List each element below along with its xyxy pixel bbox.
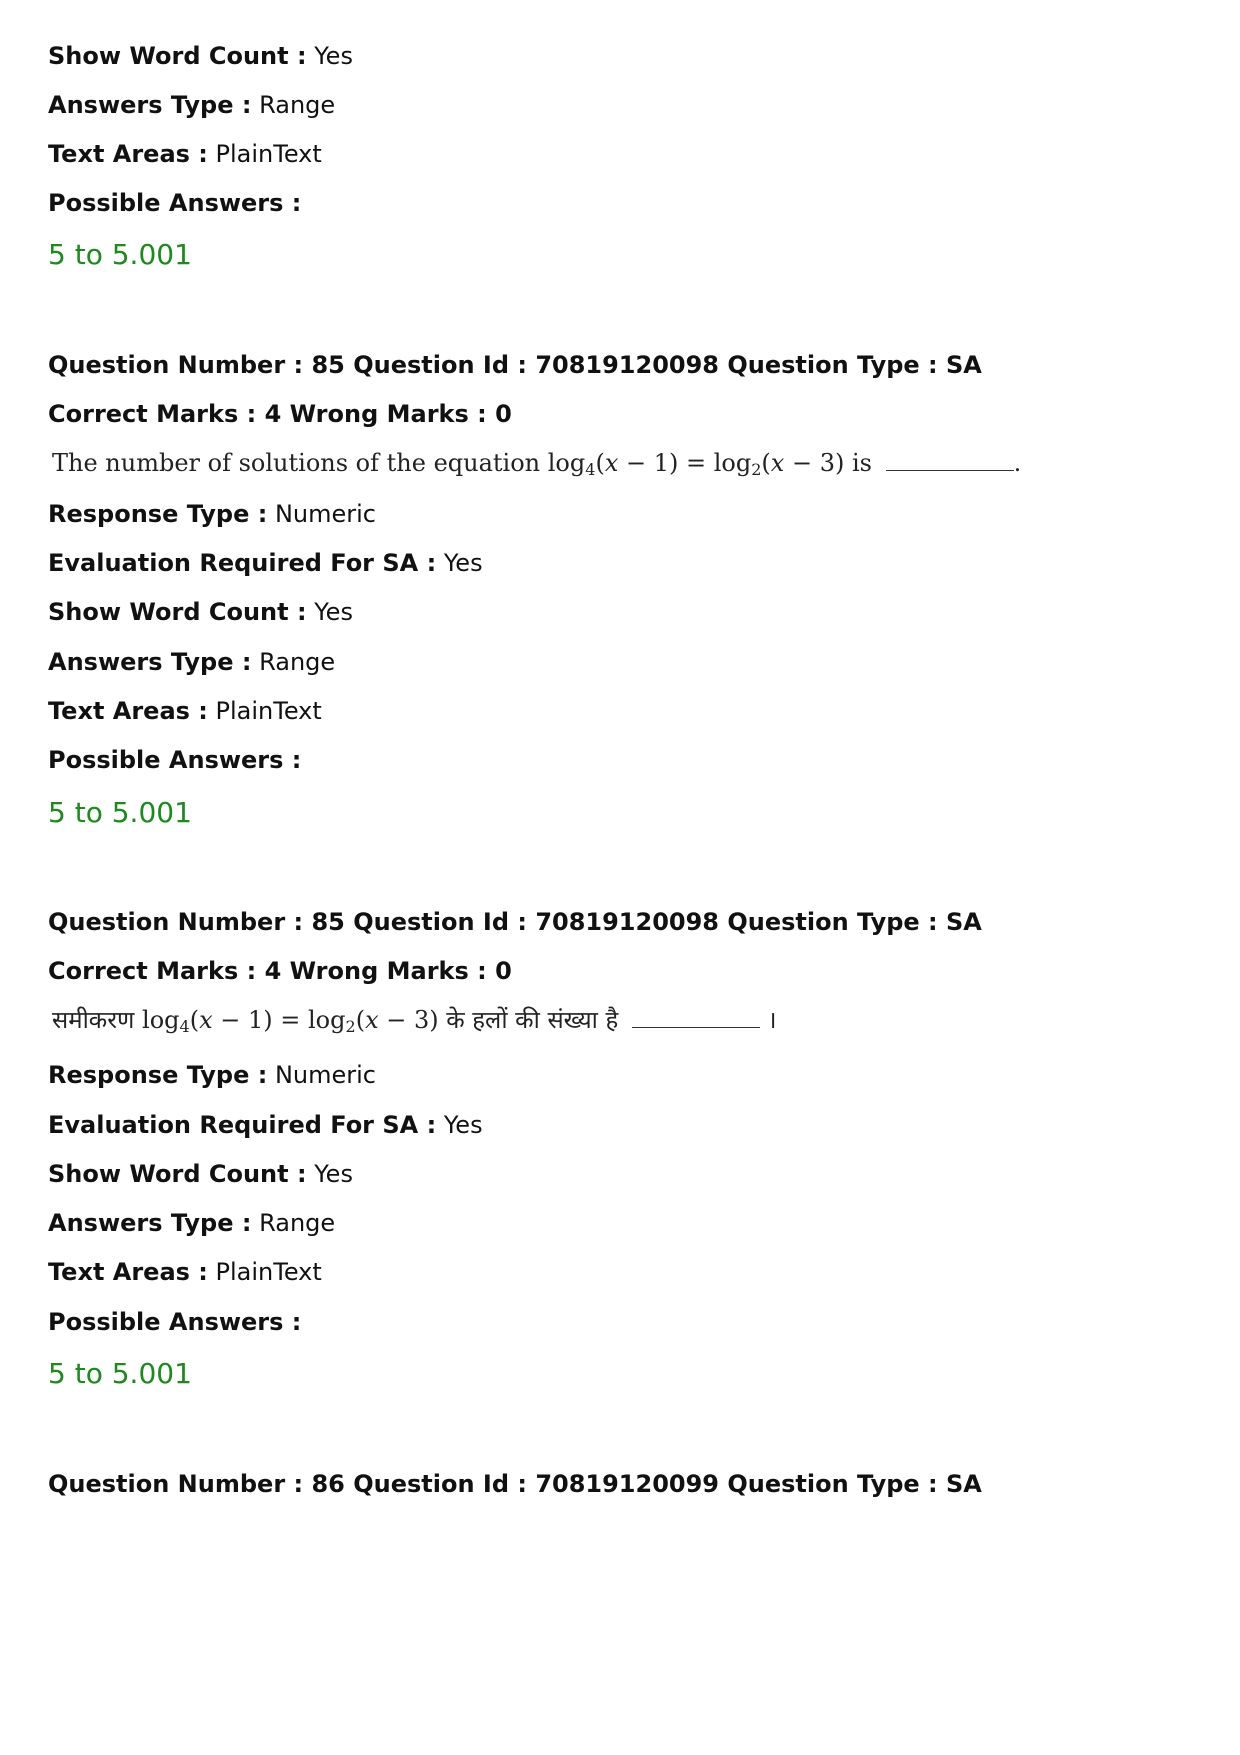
question-text-end: के हलों की संख्या है [446, 1006, 619, 1034]
text-areas-label: Text Areas : [48, 697, 208, 725]
evaluation-required-row [48, 1110, 483, 1140]
show-word-count-value: Yes [314, 598, 353, 626]
show-word-count-label: Show Word Count : [48, 42, 307, 70]
show-word-count-value: Yes [314, 42, 353, 70]
show-word-count-label: Show Word Count : [48, 1160, 307, 1188]
text-areas-row [48, 1257, 322, 1287]
text-areas-value: PlainText [215, 697, 322, 725]
evaluation-required-value: Yes [443, 1111, 483, 1139]
answers-type-value: Range [259, 91, 336, 119]
answers-type-value: Range [259, 1209, 336, 1237]
show-word-count-label: Show Word Count : [48, 598, 307, 626]
text-areas-value: PlainText [215, 1258, 322, 1286]
text-areas-row [48, 696, 322, 726]
show-word-count-value: Yes [314, 1160, 353, 1188]
show-word-count-row [48, 41, 353, 71]
evaluation-required-row [48, 548, 483, 578]
response-type-row [48, 499, 376, 529]
answers-type-row [48, 90, 335, 120]
question-header: Question Number : 85 Question Id : 70819120098 Question Type : SA [48, 351, 982, 379]
question-marks: Correct Marks : 4 Wrong Marks : 0 [48, 957, 512, 985]
response-type-label: Response Type : [48, 500, 268, 528]
response-type-value: Numeric [274, 1061, 376, 1089]
response-type-label: Response Type : [48, 1061, 268, 1089]
question-text-hindi: समीकरण $\log_4(x - 1) = \log_2(x - 3)$ के हलों की संख्या है । [52, 1006, 777, 1036]
text-areas-value: PlainText [215, 140, 322, 168]
possible-answers-label: Possible Answers : [48, 746, 302, 774]
possible-answer-value: 5 to 5.001 [48, 796, 192, 829]
possible-answers-row [48, 1307, 301, 1337]
possible-answers-label: Possible Answers : [48, 189, 302, 217]
response-type-row [48, 1060, 376, 1090]
question-header: Question Number : 86 Question Id : 70819120099 Question Type : SA [48, 1470, 982, 1498]
question-header: Question Number : 85 Question Id : 70819120098 Question Type : SA [48, 908, 982, 936]
answers-type-row [48, 1208, 335, 1238]
question-marks: Correct Marks : 4 Wrong Marks : 0 [48, 400, 512, 428]
possible-answers-row [48, 745, 301, 775]
question-text-english: The number of solutions of the equation $\log_4(x - 1) = \log_2(x - 3)$ is . [52, 449, 1022, 479]
question-text-intro: समीकरण [52, 1006, 135, 1034]
text-areas-label: Text Areas : [48, 1258, 208, 1286]
show-word-count-row [48, 597, 353, 627]
answer-blank [632, 1007, 760, 1028]
evaluation-required-value: Yes [443, 549, 483, 577]
answers-type-label: Answers Type : [48, 648, 252, 676]
answers-type-label: Answers Type : [48, 1209, 252, 1237]
possible-answer-value: 5 to 5.001 [48, 238, 192, 271]
text-areas-row [48, 139, 322, 169]
question-text-intro: The number of solutions of the equation [52, 449, 541, 477]
evaluation-required-label: Evaluation Required For SA : [48, 1111, 437, 1139]
answers-type-value: Range [259, 648, 336, 676]
possible-answers-row [48, 188, 301, 218]
answers-type-label: Answers Type : [48, 91, 252, 119]
possible-answer-value: 5 to 5.001 [48, 1357, 192, 1390]
text-areas-label: Text Areas : [48, 140, 208, 168]
answer-blank [886, 450, 1014, 471]
show-word-count-row [48, 1159, 353, 1189]
question-text-end: is [851, 449, 872, 477]
evaluation-required-label: Evaluation Required For SA : [48, 549, 437, 577]
answers-type-row [48, 647, 335, 677]
possible-answers-label: Possible Answers : [48, 1308, 302, 1336]
response-type-value: Numeric [274, 500, 376, 528]
